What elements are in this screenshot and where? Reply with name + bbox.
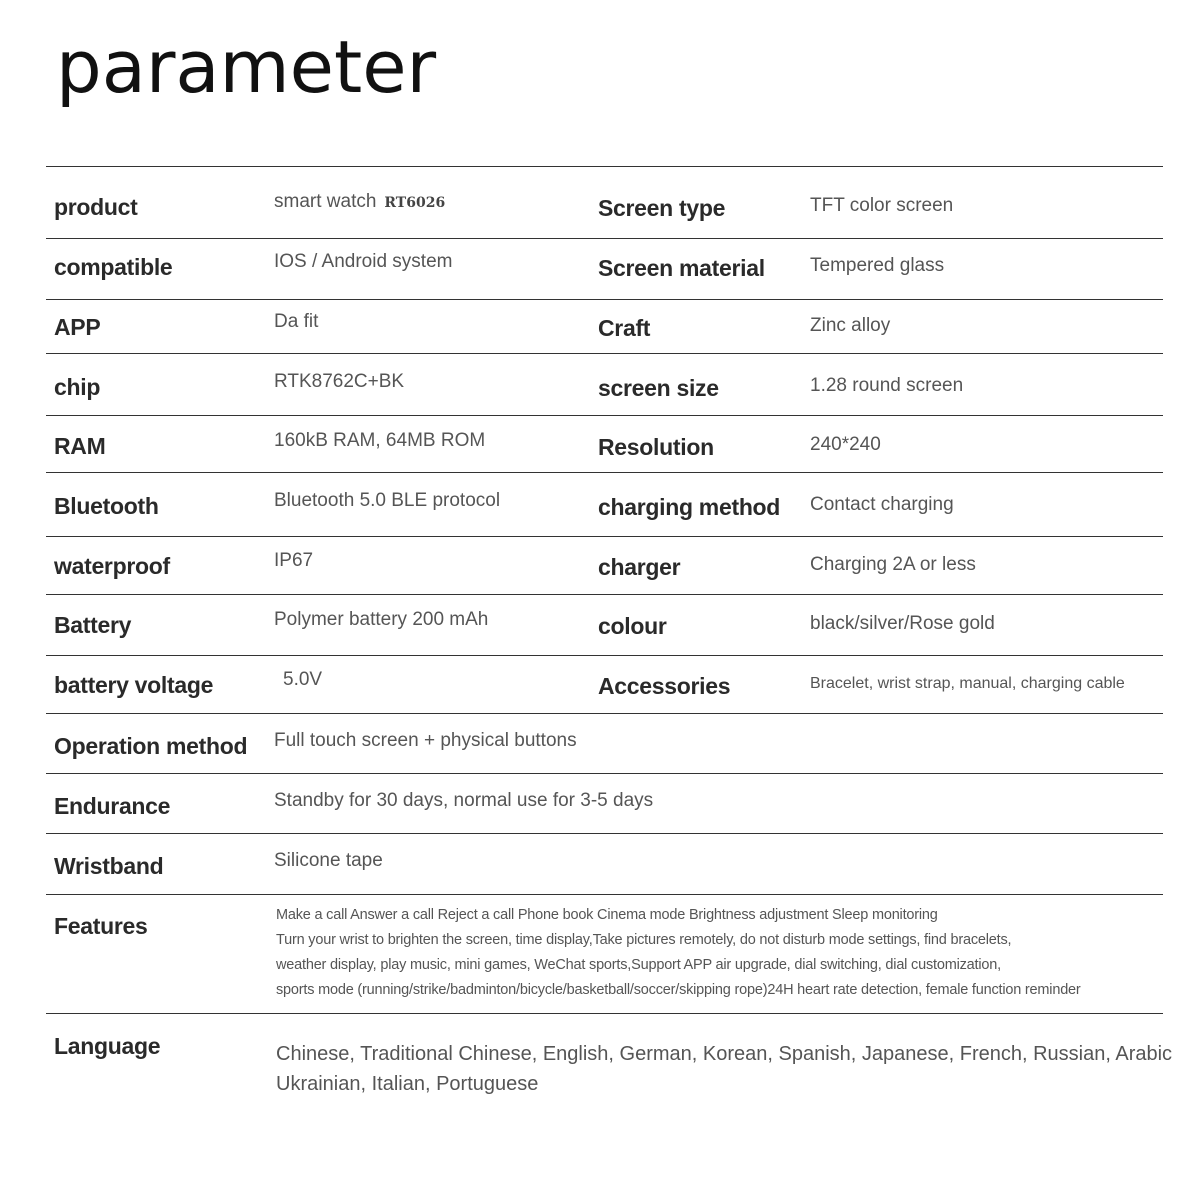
feature-line: weather display, play music, mini games, WeChat sports,Support APP air upgrade, dial switching, dial customization, <box>276 957 1001 973</box>
spec-row-wristband <box>46 834 1163 895</box>
spec-label: Accessories <box>598 673 731 699</box>
spec-label: Operation method <box>54 733 248 759</box>
spec-label: Screen type <box>598 195 726 221</box>
spec-row-language <box>46 1014 1173 1114</box>
spec-label: APP <box>54 314 101 340</box>
spec-label: screen size <box>598 375 719 401</box>
spec-value: RTK8762C+BK <box>274 371 405 392</box>
features-list <box>276 907 1156 1007</box>
spec-value: Bluetooth 5.0 BLE protocol <box>274 490 501 511</box>
spec-label: colour <box>598 613 667 639</box>
spec-label: charging method <box>598 494 781 520</box>
spec-row-ram <box>46 416 1163 473</box>
spec-value <box>274 191 445 213</box>
spec-value: Standby for 30 days, normal use for 3-5 days <box>274 790 654 811</box>
language-list <box>276 1043 1173 1103</box>
spec-value: TFT color screen <box>810 195 954 216</box>
spec-value: 5.0V <box>283 669 323 690</box>
spec-row-battery-voltage <box>46 656 1163 714</box>
spec-value: 1.28 round screen <box>810 375 964 396</box>
language-line: Ukrainian, Italian, Portuguese <box>276 1073 539 1095</box>
spec-label: charger <box>598 554 681 580</box>
model-code: RT6026 <box>384 195 446 211</box>
spec-label: RAM <box>54 433 106 459</box>
feature-line: Turn your wrist to brighten the screen, time display,Take pictures remotely, do not disturb mode settings, find bracelets, <box>276 932 1012 948</box>
spec-label: compatible <box>54 254 173 280</box>
spec-label: Endurance <box>54 793 171 819</box>
spec-row-bluetooth <box>46 473 1163 537</box>
spec-label: Screen material <box>598 255 765 281</box>
spec-label: Features <box>54 913 148 939</box>
spec-value-text: smart watch <box>274 191 377 212</box>
spec-row-features <box>46 895 1163 1014</box>
spec-value: Da fit <box>274 311 319 332</box>
page-title: parameter <box>56 25 437 109</box>
spec-value: black/silver/Rose gold <box>810 613 995 634</box>
spec-label: chip <box>54 374 101 400</box>
spec-label: product <box>54 194 138 220</box>
spec-label: Resolution <box>598 434 714 460</box>
spec-value: Full touch screen + physical buttons <box>274 730 577 751</box>
spec-label: waterproof <box>54 553 170 579</box>
spec-value: Polymer battery 200 mAh <box>274 609 489 630</box>
spec-label: Craft <box>598 315 651 341</box>
spec-row-chip <box>46 354 1163 416</box>
spec-value: IOS / Android system <box>274 251 453 272</box>
spec-row-app <box>46 300 1163 354</box>
spec-label: Language <box>54 1033 161 1059</box>
spec-label: Wristband <box>54 853 164 879</box>
spec-value: Bracelet, wrist strap, manual, charging cable <box>810 675 1125 692</box>
spec-row-operation-method <box>46 714 1163 774</box>
spec-row-waterproof <box>46 537 1163 595</box>
spec-row-product <box>46 167 1163 239</box>
spec-row-compatible <box>46 239 1163 300</box>
spec-table <box>46 166 1173 1114</box>
spec-value: Tempered glass <box>810 255 945 276</box>
spec-row-battery <box>46 595 1163 656</box>
feature-line: sports mode (running/strike/badminton/bicycle/basketball/soccer/skipping rope)24H heart rate detection, female function reminder <box>276 982 1081 998</box>
spec-label: Battery <box>54 612 132 638</box>
spec-value: Charging 2A or less <box>810 554 976 575</box>
spec-value: Zinc alloy <box>810 315 891 336</box>
spec-label: battery voltage <box>54 672 214 698</box>
spec-value: Silicone tape <box>274 850 383 871</box>
spec-value: Contact charging <box>810 494 954 515</box>
spec-row-endurance <box>46 774 1163 834</box>
language-line: Chinese, Traditional Chinese, English, German, Korean, Spanish, Japanese, French, Russian, Arabic <box>276 1043 1173 1065</box>
spec-value: 160kB RAM, 64MB ROM <box>274 430 486 451</box>
spec-value: IP67 <box>274 550 314 571</box>
feature-line: Make a call Answer a call Reject a call Phone book Cinema mode Brightness adjustment Sleep monitoring <box>276 907 938 923</box>
spec-value: 240*240 <box>810 434 881 455</box>
spec-label: Bluetooth <box>54 493 159 519</box>
